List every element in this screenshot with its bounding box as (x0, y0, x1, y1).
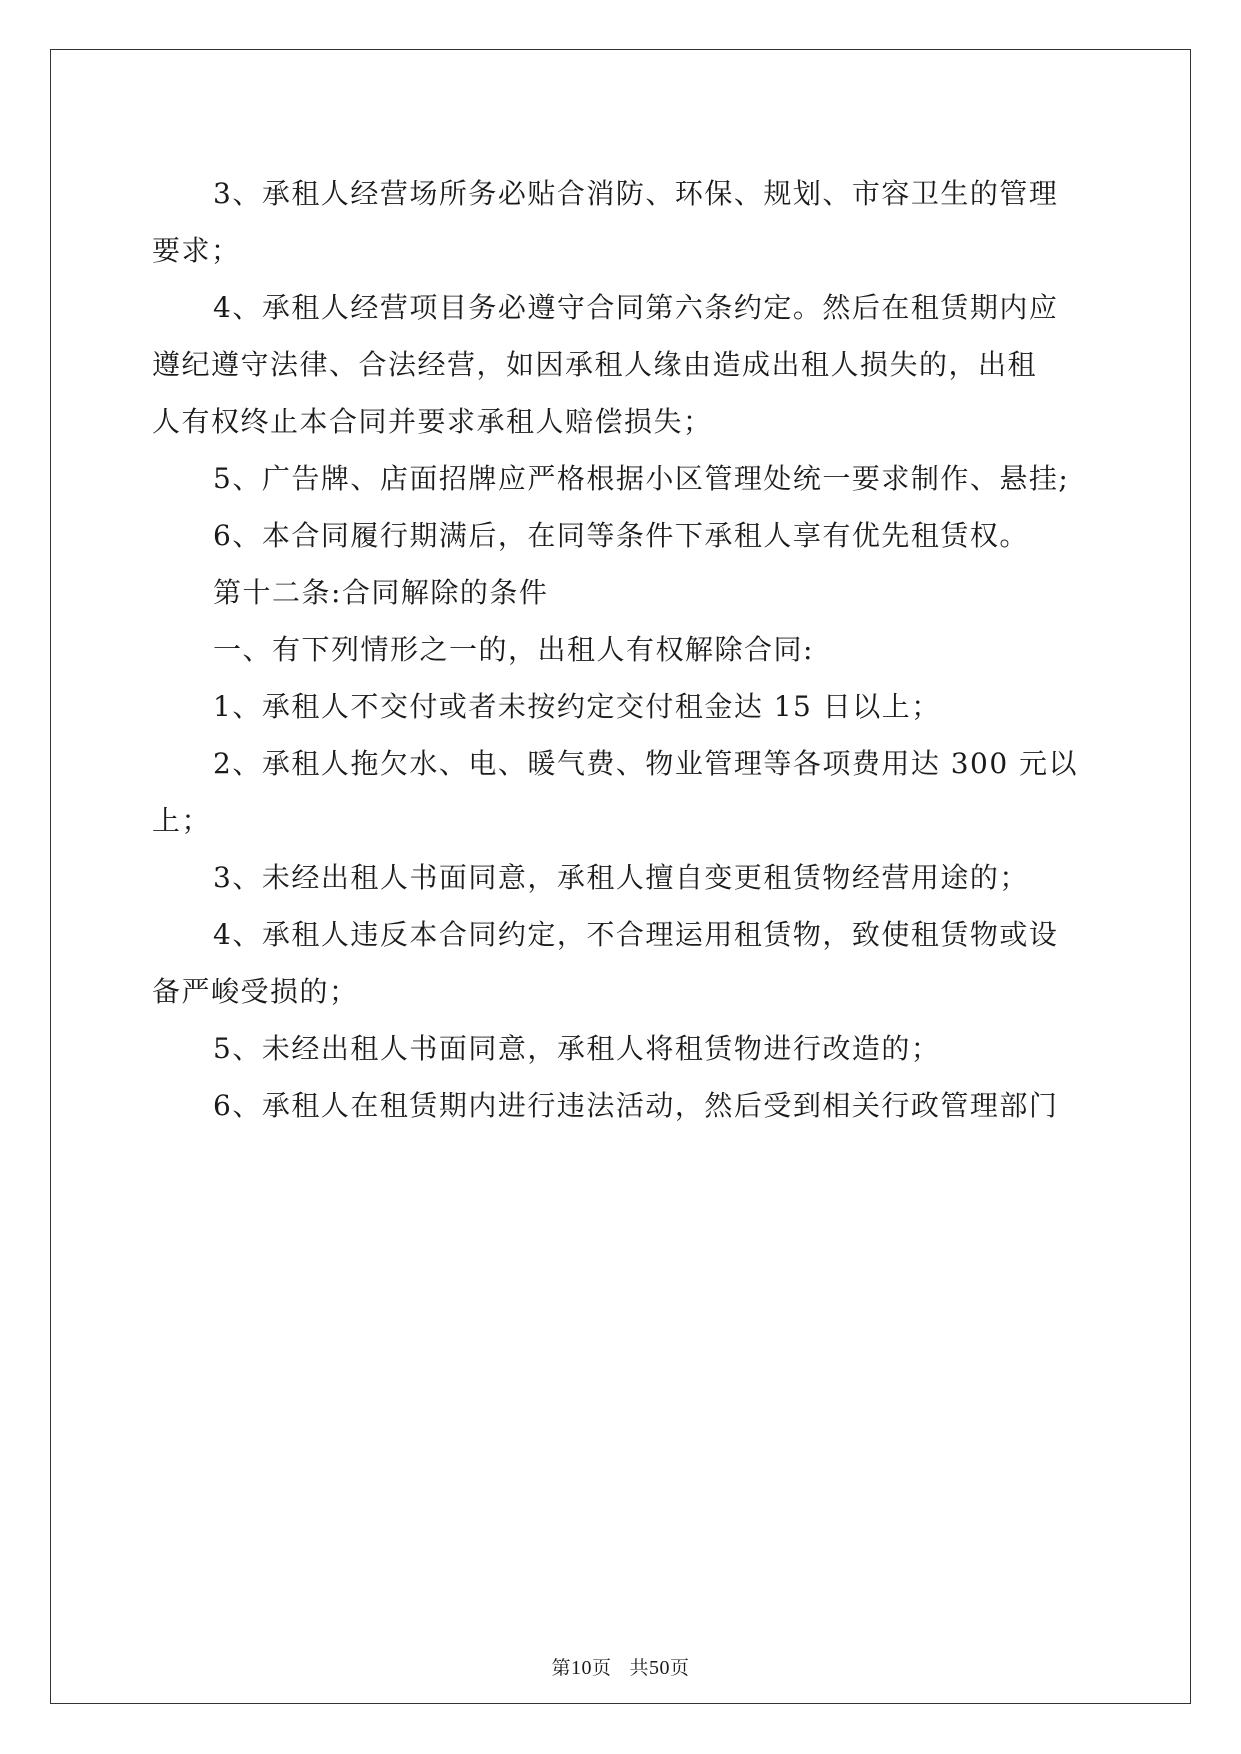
page-footer (0, 1656, 1241, 1680)
paragraph-line: 3、承租人经营场所务必贴合消防、环保、规划、市容卫生的管理 (213, 177, 1059, 210)
footer-total-prefix: 共 (629, 1657, 650, 1679)
paragraph-line: 遵纪遵守法律、合法经营，如因承租人缘由造成出租人损失的，出租 (152, 348, 1038, 381)
footer-page-prefix: 第 (551, 1657, 571, 1679)
paragraph-line: 4、承租人经营项目务必遵守合同第六条约定。然后在租赁期内应 (213, 291, 1059, 324)
paragraph-line: 上； (152, 804, 212, 837)
footer-total-suffix: 页 (670, 1657, 690, 1679)
footer-page-current: 10 (570, 1657, 592, 1679)
section-heading: 第十二条:合同解除的条件 (213, 576, 549, 609)
paragraph-line: 5、未经出租人书面同意，承租人将租赁物进行改造的； (213, 1032, 941, 1065)
paragraph-line: 3、未经出租人书面同意，承租人擅自变更租赁物经营用途的； (213, 861, 1029, 894)
paragraph-line: 6、承租人在租赁期内进行违法活动，然后受到相关行政管理部门 (213, 1089, 1059, 1122)
paragraph-line: 6、本合同履行期满后，在同等条件下承租人享有优先租赁权。 (213, 519, 1029, 552)
paragraph-line: 4、承租人违反本合同约定，不合理运用租赁物，致使租赁物或设 (213, 918, 1059, 951)
paragraph-line: 2、承租人拖欠水、电、暖气费、物业管理等各项费用达 300 元以 (213, 747, 1079, 780)
paragraph-line: 备严峻受损的； (152, 975, 359, 1008)
paragraph-line: 一、有下列情形之一的，出租人有权解除合同: (213, 633, 814, 666)
document-body (152, 165, 1092, 1134)
footer-page-suffix: 页 (591, 1657, 612, 1679)
paragraph-line: 1、承租人不交付或者未按约定交付租金达 15 日以上； (213, 690, 941, 723)
footer-page-total: 50 (649, 1657, 671, 1679)
paragraph-line: 要求； (152, 234, 241, 267)
paragraph-line: 人有权终止本合同并要求承租人赔偿损失； (152, 405, 713, 438)
paragraph-line: 5、广告牌、店面招牌应严格根据小区管理处统一要求制作、悬挂; (213, 462, 1070, 495)
